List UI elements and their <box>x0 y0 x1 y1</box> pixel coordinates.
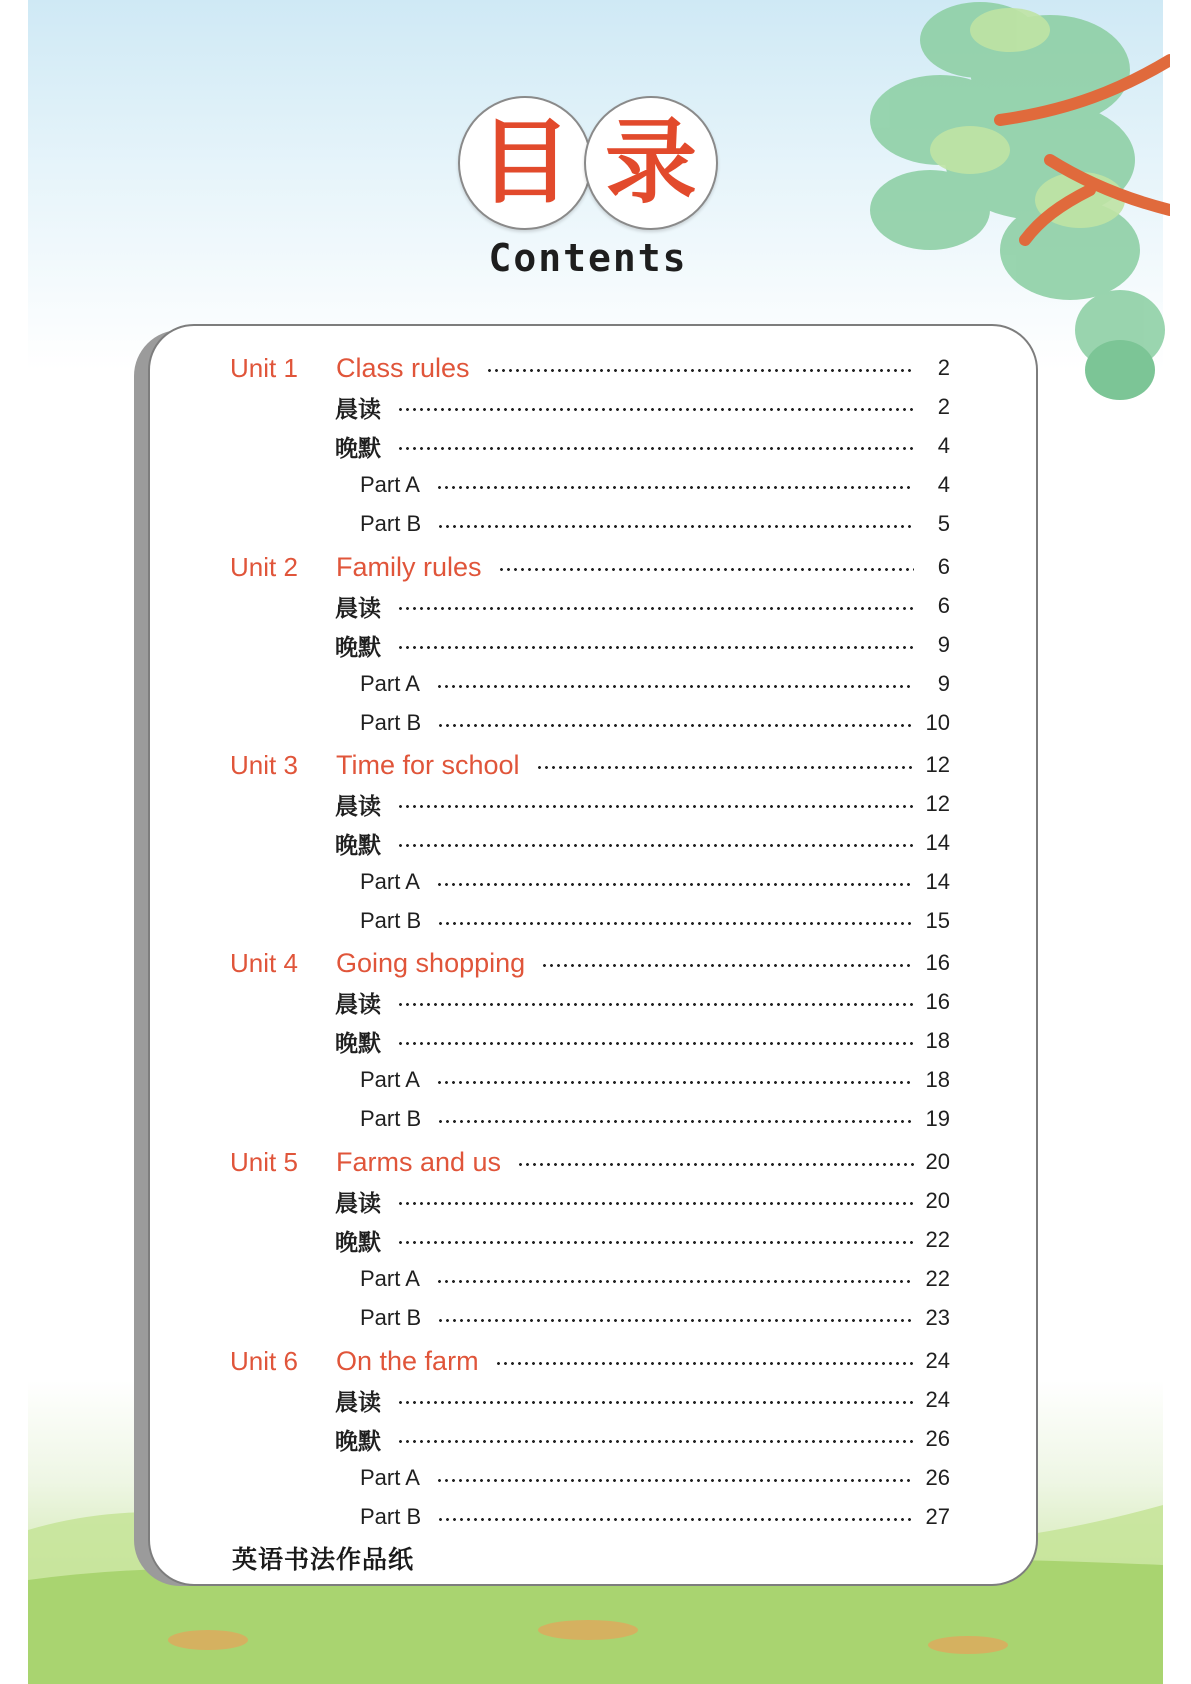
title-char-2: 录 <box>584 96 718 230</box>
title-char-1: 目 <box>458 96 592 230</box>
entry-label: Part B <box>360 1305 422 1330</box>
page-number: 14 <box>925 869 950 894</box>
entry-label: 晚默 <box>335 1229 381 1256</box>
dot-leader <box>436 486 914 489</box>
dot-leader <box>517 1163 913 1166</box>
dot-leader <box>436 1479 914 1482</box>
section-row[interactable] <box>335 629 950 661</box>
dot-leader <box>397 1042 914 1045</box>
page-number: 14 <box>925 830 950 855</box>
section-row[interactable] <box>335 391 950 423</box>
entry-label: 晚默 <box>335 435 381 462</box>
entry-label: 晨读 <box>335 396 381 423</box>
page-number: 20 <box>925 1149 950 1174</box>
entry-label: Part B <box>360 1504 422 1529</box>
unit-row[interactable] <box>230 1146 950 1178</box>
part-row[interactable] <box>360 1501 950 1533</box>
unit-row[interactable] <box>230 1345 950 1377</box>
part-row[interactable] <box>360 469 950 501</box>
part-row[interactable] <box>360 668 950 700</box>
dot-leader <box>498 568 914 571</box>
part-row[interactable] <box>360 1302 950 1334</box>
unit-title: Class rules <box>336 352 470 383</box>
dot-leader <box>397 1440 914 1443</box>
dot-leader <box>397 607 914 610</box>
part-row[interactable] <box>360 1263 950 1295</box>
page-number: 16 <box>925 950 950 975</box>
entry-label: 晚默 <box>335 1428 381 1455</box>
part-row[interactable] <box>360 866 950 898</box>
page-number: 26 <box>925 1465 950 1490</box>
part-row[interactable] <box>360 905 950 937</box>
unit-number: Unit 4 <box>230 947 298 978</box>
section-row[interactable] <box>335 1025 950 1057</box>
section-row[interactable] <box>335 1224 950 1256</box>
dot-leader <box>397 844 914 847</box>
entry-label: 晚默 <box>335 832 381 859</box>
dot-leader <box>437 1518 913 1521</box>
page-number: 15 <box>925 908 950 933</box>
entry-label: Part B <box>360 908 422 933</box>
page-number: 4 <box>937 472 950 497</box>
unit-row[interactable] <box>230 551 950 583</box>
dot-leader <box>436 883 914 886</box>
unit-row[interactable] <box>230 947 950 979</box>
page-number: 9 <box>937 671 950 696</box>
page-number: 5 <box>937 511 950 536</box>
unit-number: Unit 5 <box>230 1146 298 1177</box>
footer-label: 英语书法作品纸 <box>232 1545 415 1574</box>
part-row[interactable] <box>360 707 950 739</box>
page-number: 16 <box>925 989 950 1014</box>
page-number: 27 <box>925 1504 950 1529</box>
title-badge <box>458 96 720 236</box>
section-row[interactable] <box>335 986 950 1018</box>
page-number: 19 <box>925 1106 950 1131</box>
entry-label: Part A <box>360 1266 420 1291</box>
dot-leader <box>397 646 914 649</box>
page-number: 18 <box>925 1028 950 1053</box>
page-number: 6 <box>937 593 950 618</box>
page-number: 26 <box>925 1426 950 1451</box>
unit-number: Unit 2 <box>230 551 298 582</box>
part-row[interactable] <box>360 508 950 540</box>
page-subtitle: Contents <box>488 236 688 280</box>
dot-leader <box>437 724 913 727</box>
part-row[interactable] <box>360 1462 950 1494</box>
dot-leader <box>436 685 914 688</box>
page-number: 2 <box>937 394 950 419</box>
page-number: 10 <box>925 710 950 735</box>
unit-title: Going shopping <box>336 947 526 978</box>
entry-label: Part B <box>360 710 422 735</box>
page-number: 23 <box>925 1305 950 1330</box>
entry-label: 晨读 <box>335 991 381 1018</box>
section-row[interactable] <box>335 827 950 859</box>
page-number: 24 <box>925 1387 950 1412</box>
entry-label: Part A <box>360 1067 420 1092</box>
page-number: 12 <box>925 752 950 777</box>
page-number: 22 <box>925 1266 950 1291</box>
entry-label: Part B <box>360 1106 422 1131</box>
dot-leader <box>437 1120 913 1123</box>
dot-leader <box>541 964 913 967</box>
unit-row[interactable] <box>230 352 950 384</box>
entry-label: 晚默 <box>335 1030 381 1057</box>
dot-leader <box>397 1202 914 1205</box>
dot-leader <box>437 1319 913 1322</box>
dot-leader <box>397 447 914 450</box>
unit-title: Family rules <box>336 551 482 582</box>
dot-leader <box>397 1241 914 1244</box>
entry-label: Part A <box>360 869 420 894</box>
unit-title: On the farm <box>336 1345 479 1376</box>
dot-leader <box>397 1401 914 1404</box>
entry-label: 晨读 <box>335 1190 381 1217</box>
entry-label: Part B <box>360 511 422 536</box>
dot-leader <box>397 805 914 808</box>
dot-leader <box>436 1081 914 1084</box>
page-number: 9 <box>937 632 950 657</box>
page-number: 24 <box>925 1348 950 1373</box>
unit-number: Unit 6 <box>230 1345 298 1376</box>
section-row[interactable] <box>335 1185 950 1217</box>
unit-number: Unit 1 <box>230 352 298 383</box>
dot-leader <box>436 1280 914 1283</box>
page-number: 6 <box>937 554 950 579</box>
entry-label: Part A <box>360 472 420 497</box>
page-number: 12 <box>925 791 950 816</box>
entry-label: 晨读 <box>335 595 381 622</box>
page-number: 4 <box>937 433 950 458</box>
unit-row[interactable] <box>230 749 950 781</box>
page-number: 20 <box>925 1188 950 1213</box>
dot-leader <box>486 369 914 372</box>
page-number: 2 <box>937 355 950 380</box>
entry-label: 晨读 <box>335 1389 381 1416</box>
dot-leader <box>437 922 913 925</box>
dot-leader <box>536 766 914 769</box>
dot-leader <box>397 408 914 411</box>
entry-label: 晚默 <box>335 634 381 661</box>
section-row[interactable] <box>335 788 950 820</box>
section-row[interactable] <box>335 1423 950 1455</box>
entry-label: 晨读 <box>335 793 381 820</box>
unit-title: Time for school <box>336 749 520 780</box>
dot-leader <box>495 1362 914 1365</box>
section-row[interactable] <box>335 1384 950 1416</box>
section-row[interactable] <box>335 590 950 622</box>
entry-label: Part A <box>360 671 420 696</box>
entry-label: Part A <box>360 1465 420 1490</box>
page-number: 22 <box>925 1227 950 1252</box>
part-row[interactable] <box>360 1103 950 1135</box>
part-row[interactable] <box>360 1064 950 1096</box>
dot-leader <box>397 1003 914 1006</box>
unit-number: Unit 3 <box>230 749 298 780</box>
unit-title: Farms and us <box>336 1146 502 1177</box>
page-number: 18 <box>925 1067 950 1092</box>
dot-leader <box>437 525 914 528</box>
section-row[interactable] <box>335 430 950 462</box>
